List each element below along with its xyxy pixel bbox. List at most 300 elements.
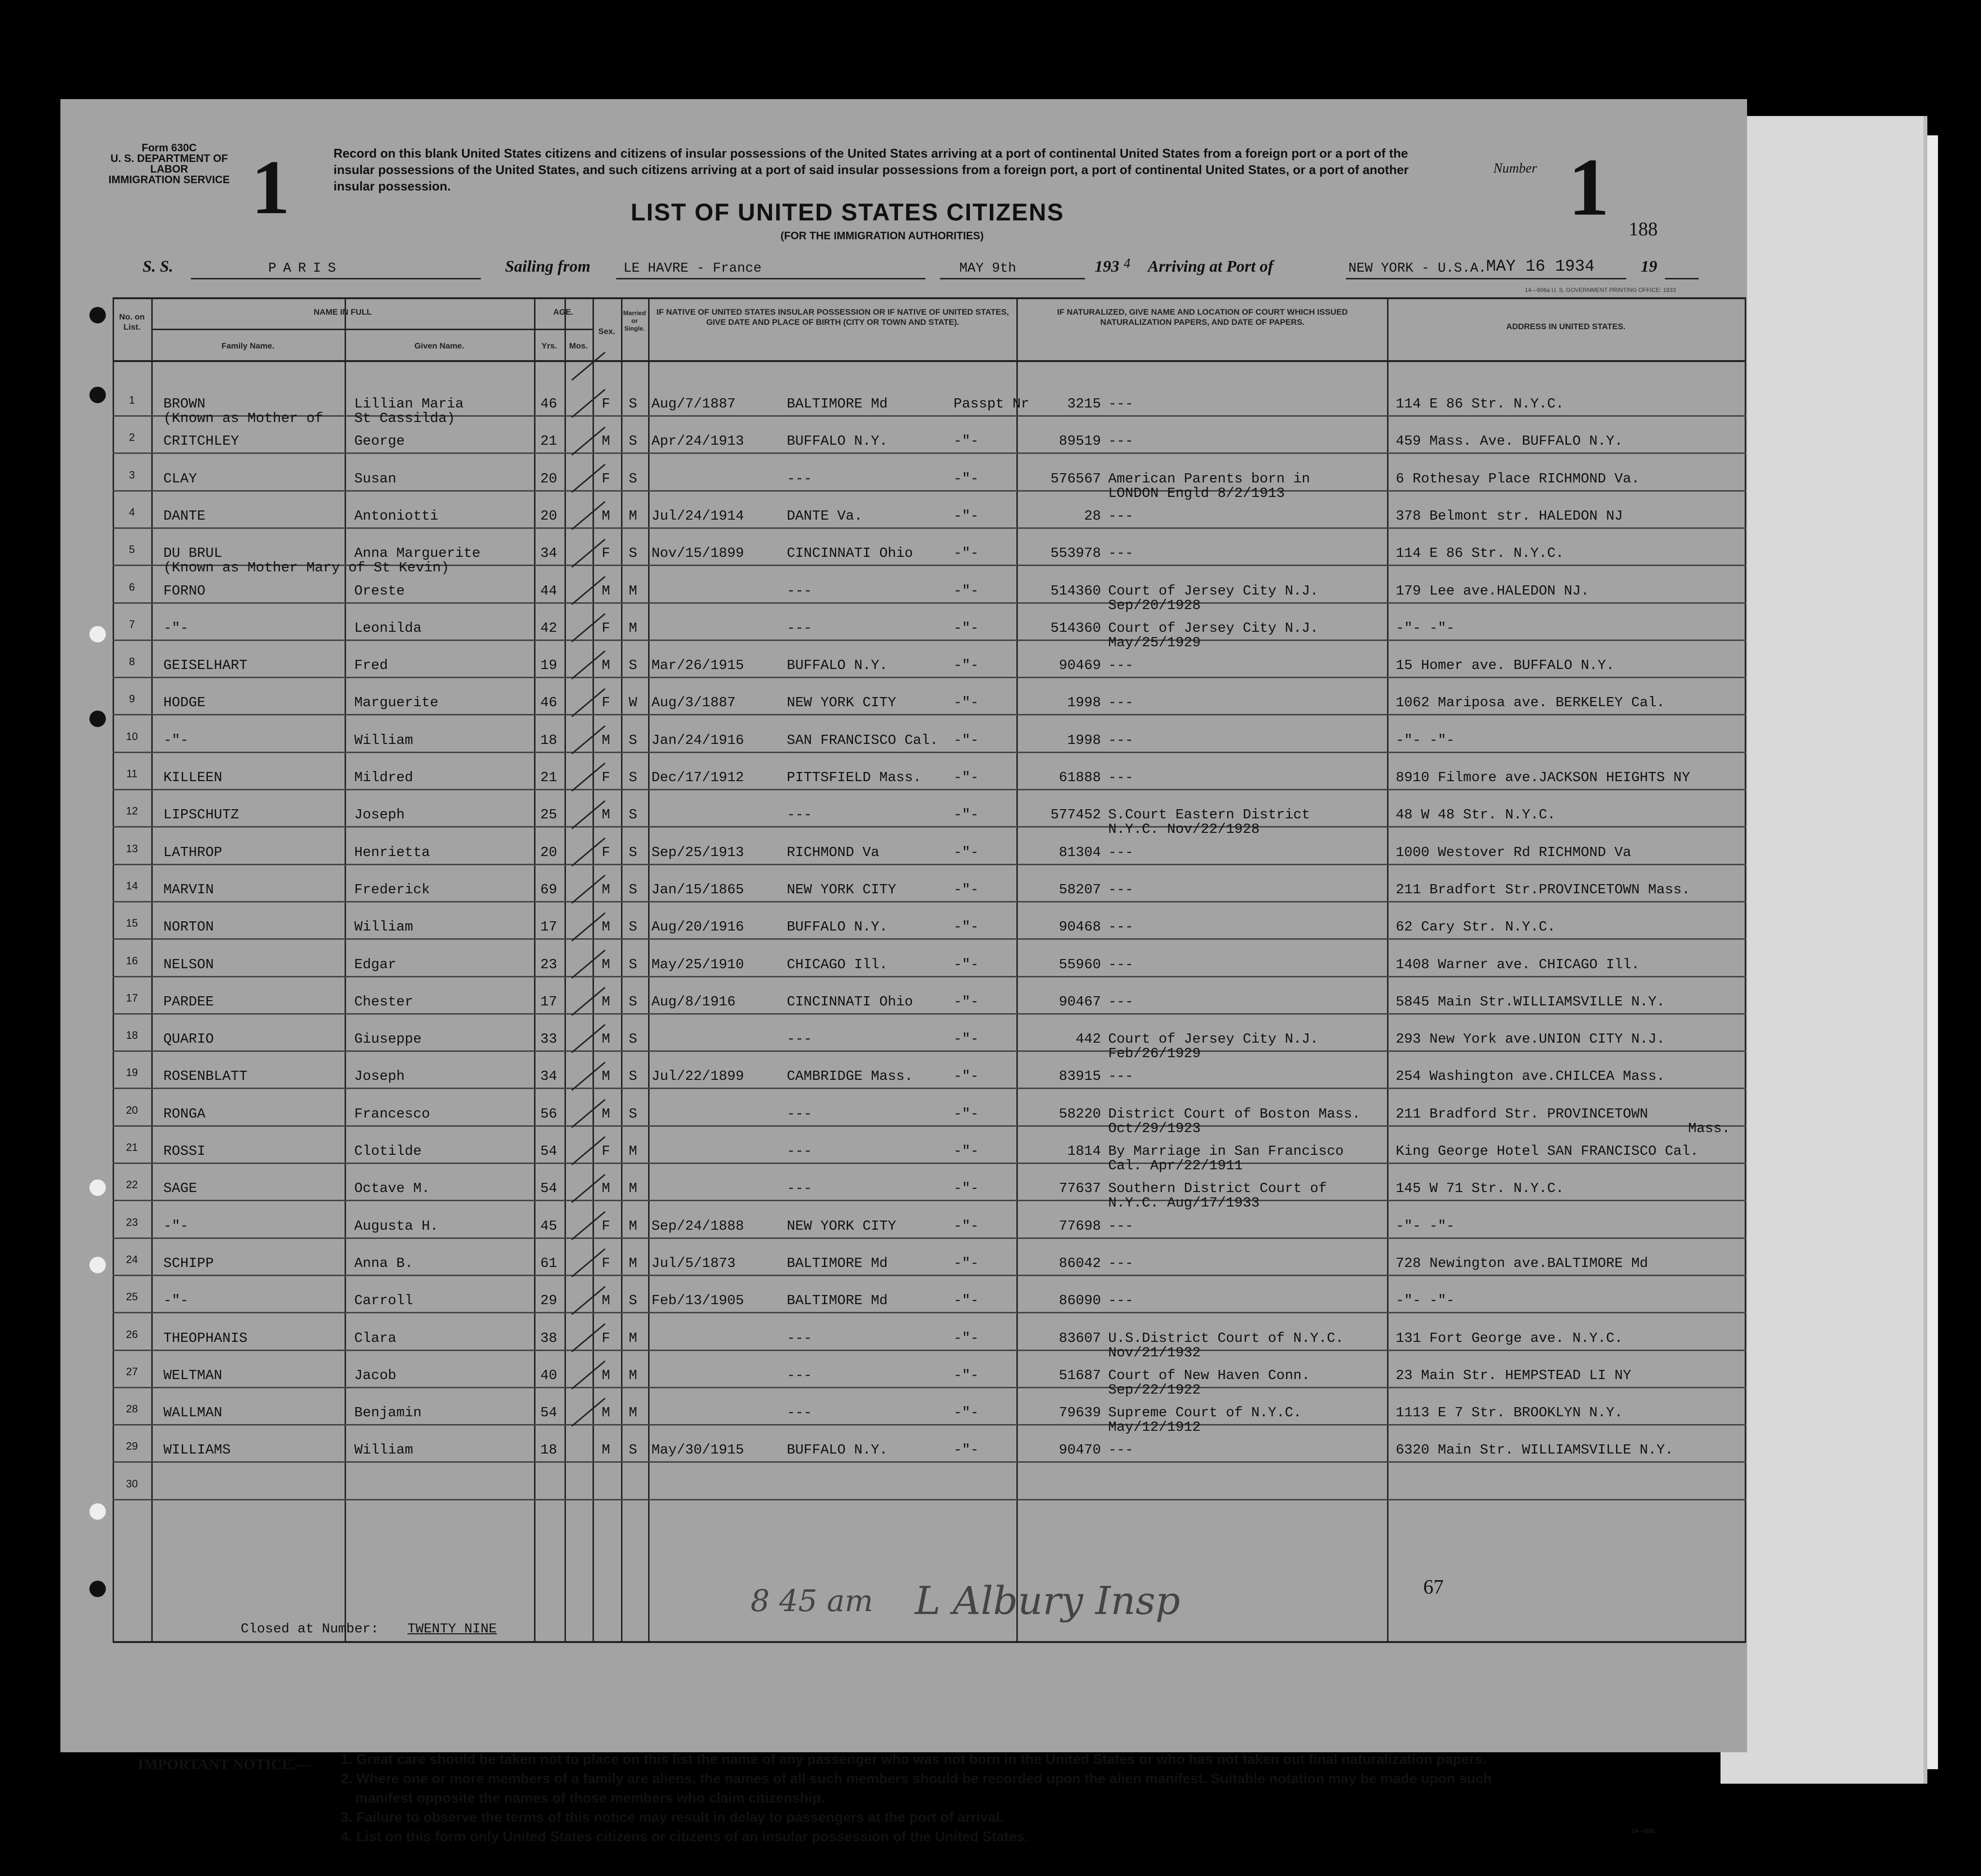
us-address: 378 Belmont str. HALEDON NJ (1396, 508, 1623, 524)
age-years: 61 (540, 1255, 557, 1271)
handwritten-time: 8 45 am (751, 1583, 873, 1618)
birth-place: NEW YORK CITY (787, 695, 897, 711)
notice-item: manifest opposite the names of those members who claim citizenship. (355, 1790, 825, 1806)
birth-place: BUFFALO N.Y. (787, 657, 888, 674)
given-name: Octave M. (354, 1180, 430, 1197)
birth-place: CINCINNATI Ohio (787, 993, 913, 1010)
us-address: 48 W 48 Str. N.Y.C. (1396, 807, 1556, 823)
printer-note: 14—606a U. S. GOVERNMENT PRINTING OFFICE: 1933 (1525, 287, 1676, 293)
header-age: AGE. (553, 307, 574, 317)
birth-date: May/30/1915 (651, 1442, 744, 1458)
birth-place: --- (787, 1143, 812, 1159)
naturalization-court: By Marriage in San Francisco (1108, 1143, 1344, 1159)
passport-number: 77637 (1058, 1180, 1101, 1197)
marital-status: M (629, 1218, 637, 1234)
column-rule (151, 297, 153, 1641)
given-name: Joseph (354, 807, 405, 823)
naturalization-court: --- (1108, 545, 1134, 562)
row-number: 26 (126, 1328, 138, 1340)
age-years: 25 (540, 807, 557, 823)
row-rule (113, 1237, 1746, 1239)
age-subheader-rule (534, 329, 593, 330)
passenger-table (113, 297, 1746, 1641)
header-married-single: Married or Single. (623, 309, 646, 332)
given-name: Augusta H. (354, 1218, 439, 1234)
passport-number: 576567 (1050, 470, 1101, 487)
age-years: 54 (540, 1405, 557, 1421)
sailing-from: LE HAVRE - France (623, 261, 762, 276)
check-mark-icon (571, 987, 606, 1016)
check-mark-icon (571, 576, 606, 605)
page-subtitle: (FOR THE IMMIGRATION AUTHORITIES) (781, 230, 984, 242)
family-name: ROSSI (163, 1143, 206, 1159)
sex: M (602, 1442, 610, 1458)
header-no: No. on List. (119, 312, 145, 332)
naturalization-court: S.Court Eastern District (1108, 807, 1310, 823)
marital-status: M (629, 1180, 637, 1197)
passport-ditto: -"- (954, 732, 979, 748)
ss-label: S. S. (143, 258, 174, 276)
marital-status: S (629, 807, 637, 823)
sex: M (602, 993, 610, 1010)
birth-place: NEW YORK CITY (787, 881, 897, 898)
passport-ditto: -"- (954, 1031, 979, 1047)
us-address: 211 Bradfort Str.PROVINCETOWN Mass. (1396, 881, 1691, 898)
given-name: Jacob (354, 1367, 397, 1383)
check-mark-icon (571, 912, 606, 941)
check-mark-icon (571, 389, 606, 418)
row-rule (113, 864, 1746, 865)
age-years: 54 (540, 1180, 557, 1197)
row-number: 20 (126, 1104, 138, 1116)
us-address: 114 E 86 Str. N.Y.C. (1396, 545, 1564, 562)
row-rule (113, 1163, 1746, 1164)
given-name: Susan (354, 470, 397, 487)
punch-hole-icon (89, 626, 106, 642)
marital-status: S (629, 881, 637, 898)
passport-ditto: -"- (954, 1180, 979, 1197)
marital-status: S (629, 1068, 637, 1085)
us-address: 179 Lee ave.HALEDON NJ. (1396, 582, 1590, 599)
row-number: 21 (126, 1141, 138, 1153)
naturalization-court: --- (1108, 1442, 1134, 1458)
check-mark-icon (571, 1398, 606, 1427)
row-number: 25 (126, 1291, 138, 1303)
birth-place: --- (787, 1367, 812, 1383)
naturalization-date: Oct/29/1923 (1108, 1120, 1201, 1136)
important-notice (138, 1745, 1492, 1847)
check-mark-icon (571, 763, 606, 792)
sex: M (602, 732, 610, 748)
birth-date: Jan/24/1916 (651, 732, 744, 748)
naturalization-date: LONDON Engld 8/2/1913 (1108, 485, 1285, 501)
given-name: Fred (354, 657, 388, 674)
given-name: Giuseppe (354, 1031, 422, 1047)
birth-date: Apr/24/1913 (651, 433, 744, 450)
row-rule (113, 1200, 1746, 1201)
header-bottom-border (113, 360, 1746, 362)
row-number: 12 (126, 805, 138, 817)
row-number: 6 (129, 581, 135, 593)
family-name: WELTMAN (163, 1367, 222, 1383)
naturalization-court: Court of New Haven Conn. (1108, 1367, 1310, 1383)
passport-number: 553978 (1050, 545, 1101, 562)
family-name: -"- (163, 1218, 189, 1234)
marital-status: S (629, 1293, 637, 1309)
age-years: 20 (540, 470, 557, 487)
birth-date: Feb/13/1905 (651, 1293, 744, 1309)
sex: M (602, 508, 610, 524)
column-rule (1387, 297, 1388, 1641)
row-rule (113, 1050, 1746, 1052)
birth-place: --- (787, 807, 812, 823)
column-rule (648, 297, 650, 1641)
passport-number: 1814 (1067, 1143, 1101, 1159)
age-years: 23 (540, 956, 557, 973)
naturalization-court: --- (1108, 1255, 1134, 1271)
given-name: Oreste (354, 582, 405, 599)
birth-place: BUFFALO N.Y. (787, 1442, 888, 1458)
naturalization-court: --- (1108, 657, 1134, 674)
us-address: 728 Newington ave.BALTIMORE Md (1396, 1255, 1648, 1271)
row-number: 28 (126, 1403, 138, 1415)
stamped-number: 188 (1629, 218, 1658, 240)
given-name: Anna Marguerite (354, 545, 481, 562)
us-address: 459 Mass. Ave. BUFFALO N.Y. (1396, 433, 1623, 450)
us-address: -"- -"- (1396, 620, 1455, 636)
passport-number: 90469 (1058, 657, 1101, 674)
inspector-signature: L Albury Insp (915, 1578, 1180, 1623)
row-rule (113, 1387, 1746, 1388)
row-rule (113, 976, 1746, 977)
marital-status: S (629, 1105, 637, 1122)
year-suffix: 19 (1641, 258, 1657, 276)
age-years: 45 (540, 1218, 557, 1234)
birth-place: BALTIMORE Md (787, 396, 888, 412)
row-rule (113, 1088, 1746, 1089)
passport-number: 77698 (1058, 1218, 1101, 1234)
naturalization-court: --- (1108, 881, 1134, 898)
family-name: FORNO (163, 582, 206, 599)
check-mark-icon (571, 1211, 606, 1240)
family-name: GEISELHART (163, 657, 248, 674)
birth-date: Jul/5/1873 (651, 1255, 736, 1271)
age-years: 18 (540, 1442, 557, 1458)
name-subheader-rule (151, 329, 534, 330)
marital-status: M (629, 1405, 637, 1421)
age-years: 20 (540, 844, 557, 860)
passport-ditto: -"- (954, 1218, 979, 1234)
naturalization-court: Southern District Court of (1108, 1180, 1327, 1197)
check-mark-icon (571, 1361, 606, 1390)
birth-date: Mar/26/1915 (651, 657, 744, 674)
row-rule (113, 452, 1746, 454)
column-rule (564, 297, 566, 1641)
family-name: -"- (163, 1293, 189, 1309)
row-number: 23 (126, 1216, 138, 1228)
marital-status: S (629, 433, 637, 450)
punch-hole-icon (89, 387, 106, 403)
form-code: 14—606 (1631, 1827, 1655, 1834)
row-number: 24 (126, 1253, 138, 1265)
given-name: Francesco (354, 1105, 430, 1122)
sex: M (602, 433, 610, 450)
passport-ditto: -"- (954, 545, 979, 562)
check-mark-icon (571, 613, 606, 642)
passport-number: 58207 (1058, 881, 1101, 898)
check-mark-icon (571, 837, 606, 866)
passport-ditto: -"- (954, 1255, 979, 1271)
given-name: Lillian Maria (354, 396, 464, 412)
sex: F (602, 844, 610, 860)
us-address: 62 Cary Str. N.Y.C. (1396, 919, 1556, 935)
marital-status: S (629, 545, 637, 562)
passport-ditto: -"- (954, 1405, 979, 1421)
given-name: Edgar (354, 956, 397, 973)
passport-number: 90467 (1058, 993, 1101, 1010)
naturalization-court: --- (1108, 919, 1134, 935)
given-name: Joseph (354, 1068, 405, 1085)
row-rule (113, 1275, 1746, 1276)
row-rule (113, 527, 1746, 529)
row-rule (113, 1424, 1746, 1425)
family-name: ROSENBLATT (163, 1068, 248, 1085)
page-number: 67 (1423, 1576, 1444, 1599)
age-years: 69 (540, 881, 557, 898)
age-years: 21 (540, 433, 557, 450)
notice-item: 3. Failure to observe the terms of this notice may result in delay to passengers at the port of arrival. (341, 1810, 1004, 1825)
ship-underline (191, 278, 481, 279)
row-number: 14 (126, 879, 138, 892)
row-number: 29 (126, 1440, 138, 1453)
naturalization-court: --- (1108, 844, 1134, 860)
age-years: 29 (540, 1293, 557, 1309)
passport-ditto: -"- (954, 1143, 979, 1159)
sex: M (602, 919, 610, 935)
closed-at-value: TWENTY NINE (407, 1622, 497, 1637)
birth-place: CHICAGO Ill. (787, 956, 888, 973)
marital-status: S (629, 956, 637, 973)
us-address: 145 W 71 Str. N.Y.C. (1396, 1180, 1564, 1197)
naturalization-court: Court of Jersey City N.J. (1108, 620, 1319, 636)
age-years: 38 (540, 1330, 557, 1346)
check-mark-icon (571, 464, 606, 493)
arrival-port: NEW YORK - U.S.A. (1348, 261, 1487, 276)
us-address-continued: Mass. (1688, 1120, 1731, 1136)
birth-date: Nov/15/1899 (651, 545, 744, 562)
given-name: Clara (354, 1330, 397, 1346)
passport-ditto: -"- (954, 956, 979, 973)
sex: M (602, 807, 610, 823)
from-underline (616, 278, 925, 279)
given-name: Henrietta (354, 844, 430, 860)
check-mark-icon (571, 1024, 606, 1053)
family-name: QUARIO (163, 1031, 214, 1047)
family-name: LIPSCHUTZ (163, 807, 239, 823)
given-name: Mildred (354, 770, 413, 785)
check-mark-icon (571, 1323, 606, 1352)
passport-ditto: -"- (954, 1367, 979, 1383)
age-years: 34 (540, 545, 557, 562)
sex: F (602, 1255, 610, 1271)
closed-at-label: Closed at Number: (241, 1622, 379, 1637)
passport-number: 1998 (1067, 695, 1101, 711)
marital-status: W (629, 695, 637, 711)
naturalization-court: Court of Jersey City N.J. (1108, 582, 1319, 599)
row-number: 2 (129, 431, 135, 444)
marital-status: M (629, 1330, 637, 1346)
us-address: 6320 Main Str. WILLIAMSVILLE N.Y. (1396, 1442, 1674, 1458)
check-mark-icon (571, 501, 606, 530)
check-mark-icon (571, 688, 606, 717)
us-address: 1408 Warner ave. CHICAGO Ill. (1396, 956, 1640, 973)
birth-date: Dec/17/1912 (651, 770, 744, 785)
marital-status: M (629, 1367, 637, 1383)
family-name: NORTON (163, 919, 214, 935)
header-years: Yrs. (541, 341, 557, 350)
row-number: 8 (129, 655, 135, 668)
header-naturalized: IF NATURALIZED, GIVE NAME AND LOCATION OF COURT WHICH ISSUED NATURALIZATION PAPERS, AND DATE OF PAPERS. (1057, 307, 1348, 327)
row-number: 19 (126, 1066, 138, 1079)
row-rule (113, 752, 1746, 753)
birth-date: Sep/24/1888 (651, 1218, 744, 1234)
family-name: CLAY (163, 470, 197, 487)
row-rule (113, 938, 1746, 940)
us-address: -"- -"- (1396, 732, 1455, 748)
check-mark-icon (571, 875, 606, 904)
row-number: 9 (129, 693, 135, 705)
passport-number: 28 (1084, 508, 1101, 524)
naturalization-court: --- (1108, 770, 1134, 785)
passport-ditto: -"- (954, 770, 979, 785)
us-address: -"- -"- (1396, 1218, 1455, 1234)
family-name-note: (Known as Mother of (163, 410, 323, 426)
marital-status: M (629, 508, 637, 524)
marital-status: M (629, 620, 637, 636)
naturalization-date: Cal. Apr/22/1911 (1108, 1158, 1243, 1174)
birth-place: BUFFALO N.Y. (787, 433, 888, 450)
age-years: 33 (540, 1031, 557, 1047)
birth-place: --- (787, 620, 812, 636)
notice-item: 2. Where one or more members of a family are aliens, the names of all such members should be recorded upon the alien manifest. Suitable notation may be made upon such (341, 1771, 1492, 1787)
age-years: 17 (540, 919, 557, 935)
us-address: 8910 Filmore ave.JACKSON HEIGHTS NY (1396, 770, 1691, 785)
row-rule (113, 602, 1746, 604)
marital-status: S (629, 1442, 637, 1458)
naturalization-date: Nov/21/1932 (1108, 1344, 1201, 1361)
passport-ditto: -"- (954, 433, 979, 450)
manifest-page (60, 99, 1747, 1845)
punch-hole-icon (89, 1257, 106, 1273)
check-mark-icon (571, 651, 606, 680)
passport-ditto: -"- (954, 881, 979, 898)
family-name: PARDEE (163, 993, 214, 1010)
passport-number: 61888 (1058, 770, 1101, 785)
sex: M (602, 657, 610, 674)
naturalization-court: --- (1108, 396, 1134, 412)
family-name: RONGA (163, 1105, 206, 1122)
marital-status: M (629, 1143, 637, 1159)
marital-status: S (629, 993, 637, 1010)
us-address: 293 New York ave.UNION CITY N.J. (1396, 1031, 1665, 1047)
column-rule (345, 297, 346, 1641)
family-name: DU BRUL (163, 545, 222, 562)
row-rule (113, 1013, 1746, 1015)
punch-hole-icon (89, 1581, 106, 1597)
passport-ditto: -"- (954, 657, 979, 674)
row-rule (113, 677, 1746, 678)
passport-ditto: -"- (954, 1068, 979, 1085)
year-prefix: 193 (1095, 258, 1119, 276)
row-rule (113, 714, 1746, 715)
given-name: William (354, 732, 413, 748)
row-rule (113, 826, 1746, 828)
passport-number: 514360 (1050, 620, 1101, 636)
family-name: KILLEEN (163, 770, 222, 785)
department-name: U. S. DEPARTMENT OF LABOR (110, 152, 228, 175)
row-rule (113, 1312, 1746, 1313)
sex: M (602, 1031, 610, 1047)
passport-ditto: -"- (954, 508, 979, 524)
column-rule (1745, 297, 1746, 1641)
row-number: 18 (126, 1029, 138, 1042)
row-number: 17 (126, 991, 138, 1004)
naturalization-date: N.Y.C. Aug/17/1933 (1108, 1195, 1260, 1211)
marital-status: M (629, 582, 637, 599)
given-name: Frederick (354, 881, 430, 898)
row-rule (113, 490, 1746, 492)
naturalization-court: American Parents born in (1108, 470, 1310, 487)
punch-hole-icon (89, 1179, 106, 1196)
sex: M (602, 1105, 610, 1122)
form-number: Form 630C (142, 142, 197, 154)
passport-number: 89519 (1058, 433, 1101, 450)
marital-status: S (629, 844, 637, 860)
row-number: 4 (129, 506, 135, 518)
naturalization-court: District Court of Boston Mass. (1108, 1105, 1361, 1122)
table-top-border (113, 297, 1746, 299)
birth-date: May/25/1910 (651, 956, 744, 973)
marital-status: S (629, 919, 637, 935)
marital-status: S (629, 470, 637, 487)
page-title: LIST OF UNITED STATES CITIZENS (631, 199, 1065, 226)
passport-ditto: -"- (954, 695, 979, 711)
passport-number: 90470 (1058, 1442, 1101, 1458)
check-mark-icon (571, 800, 606, 829)
birth-place: NEW YORK CITY (787, 1218, 897, 1234)
punch-hole-icon (89, 1503, 106, 1520)
row-number: 13 (126, 842, 138, 855)
passport-ditto: -"- (954, 919, 979, 935)
naturalization-date: N.Y.C. Nov/22/1928 (1108, 821, 1260, 838)
family-name: BROWN (163, 396, 206, 412)
row-rule (113, 1461, 1746, 1463)
page-stack-middle (1721, 116, 1927, 1784)
passport-number: 3215 (1067, 396, 1101, 412)
check-mark-icon (571, 538, 606, 567)
punch-hole-icon (89, 711, 106, 727)
row-number: 11 (126, 768, 138, 780)
birth-date: Aug/8/1916 (651, 993, 736, 1010)
passport-ditto: -"- (954, 470, 979, 487)
sailing-label: Sailing from (505, 258, 591, 276)
naturalization-court: --- (1108, 732, 1134, 748)
sex: M (602, 881, 610, 898)
passport-number: 79639 (1058, 1405, 1101, 1421)
given-name: William (354, 1442, 413, 1458)
naturalization-date: Sep/22/1922 (1108, 1382, 1201, 1398)
naturalization-court: Supreme Court of N.Y.C. (1108, 1405, 1302, 1421)
